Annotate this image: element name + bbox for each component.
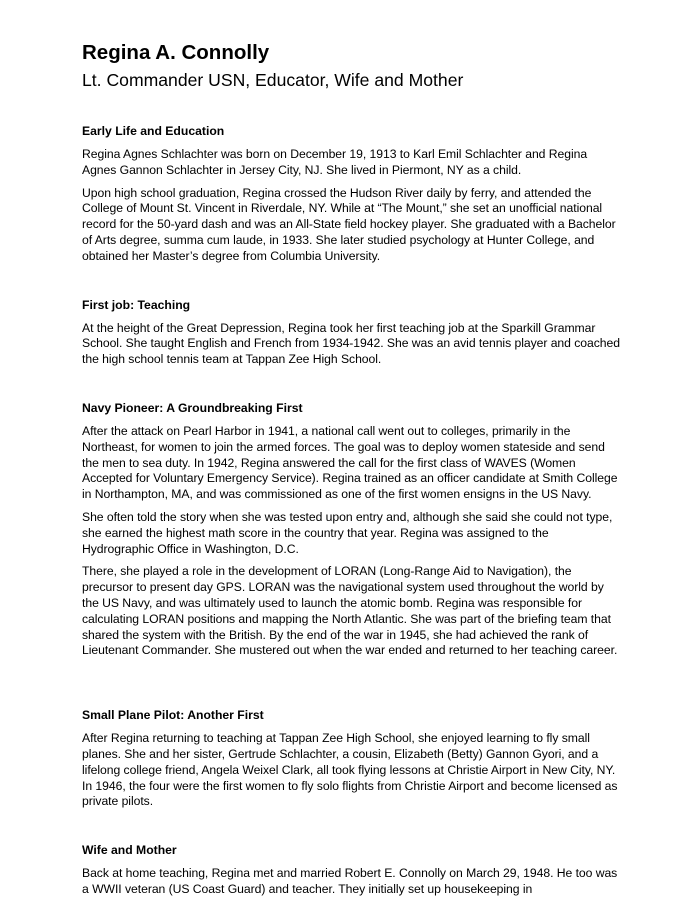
section-first-job <box>82 297 622 368</box>
section-heading: Navy Pioneer: A Groundbreaking First <box>82 400 303 415</box>
section-wife-and-mother <box>82 842 622 898</box>
section-early-life <box>82 123 622 265</box>
paragraph: At the height of the Great Depression, Regina took her first teaching job at the Sparkill Grammar School. She taught English and French from 1934-1942. She was an avid tennis player and coached the high school tennis team at Tappan Zee High School. <box>82 320 620 367</box>
document-title: Regina A. Connolly <box>82 41 270 64</box>
paragraph: After Regina returning to teaching at Tappan Zee High School, she enjoyed learning to fly small planes. She and her sister, Gertrude Schlachter, a cousin, Elizabeth (Betty) Gannon Gyori, and a lifelong college friend, Angela Weixel Clark, all took flying lessons at Christie Airport in New City, NY. In 1946, the four were the first women to fly solo flights from Christie Airport and become licensed as private pilots. <box>82 731 618 809</box>
section-heading: Early Life and Education <box>82 124 225 138</box>
section-navy-pioneer <box>82 400 622 659</box>
paragraph: She often told the story when she was tested upon entry and, although she said she could not type, she earned the highest math score in the country that year. Regina was assigned to the Hydrographic Office in Washington, D.C. <box>82 509 613 556</box>
document-page <box>82 40 622 898</box>
section-small-plane-pilot <box>82 707 622 810</box>
section-heading: First job: Teaching <box>82 297 191 312</box>
paragraph: Regina Agnes Schlachter was born on December 19, 1913 to Karl Emil Schlachter and Regina Agnes Gannon Schlachter in Jersey City, NJ. She lived in Piermont, NY as a child. <box>82 147 588 177</box>
paragraph: Back at home teaching, Regina met and married Robert E. Connolly on March 29, 1948. He too was a WWII veteran (US Coast Guard) and teacher. They initially set up housekeeping in <box>82 866 618 896</box>
section-heading: Wife and Mother <box>82 843 177 858</box>
section-heading: Small Plane Pilot: Another First <box>82 708 264 723</box>
paragraph: Upon high school graduation, Regina crossed the Hudson River daily by ferry, and attended the College of Mount St. Vincent in Riverdale, NY. While at “The Mount,” she set an unofficial national record for the 50-yard dash and was an All-State field hockey player. She graduated with a Bachelor of Arts degree, summa cum laude, in 1933. She later studied psychology at Hunter College, and obtained her Master’s degree from Columbia University. <box>82 185 616 263</box>
document-subtitle: Lt. Commander USN, Educator, Wife and Mother <box>82 70 464 90</box>
paragraph: There, she played a role in the development of LORAN (Long-Range Aid to Navigation), the precursor to present day GPS. LORAN was the navigational system used throughout the world by the US Navy, and was ultimately used to launch the atomic bomb. Regina was responsible for calculating LORAN positions and mapping the North Atlantic. She was part of the briefing team that shared the system with the British. By the end of the war in 1945, she had achieved the rank of Lieutenant Commander. She mustered out when the war ended and returned to her teaching career. <box>82 564 618 658</box>
paragraph: After the attack on Pearl Harbor in 1941, a national call went out to colleges, primarily in the Northeast, for women to join the armed forces. The goal was to deploy women stateside and send the men to sea duty. In 1942, Regina answered the call for the first class of WAVES (Women Accepted for Voluntary Emergency Service). Regina trained as an officer candidate at Smith College in Northampton, MA, and was commissioned as one of the first women ensigns in the US Navy. <box>82 423 618 502</box>
